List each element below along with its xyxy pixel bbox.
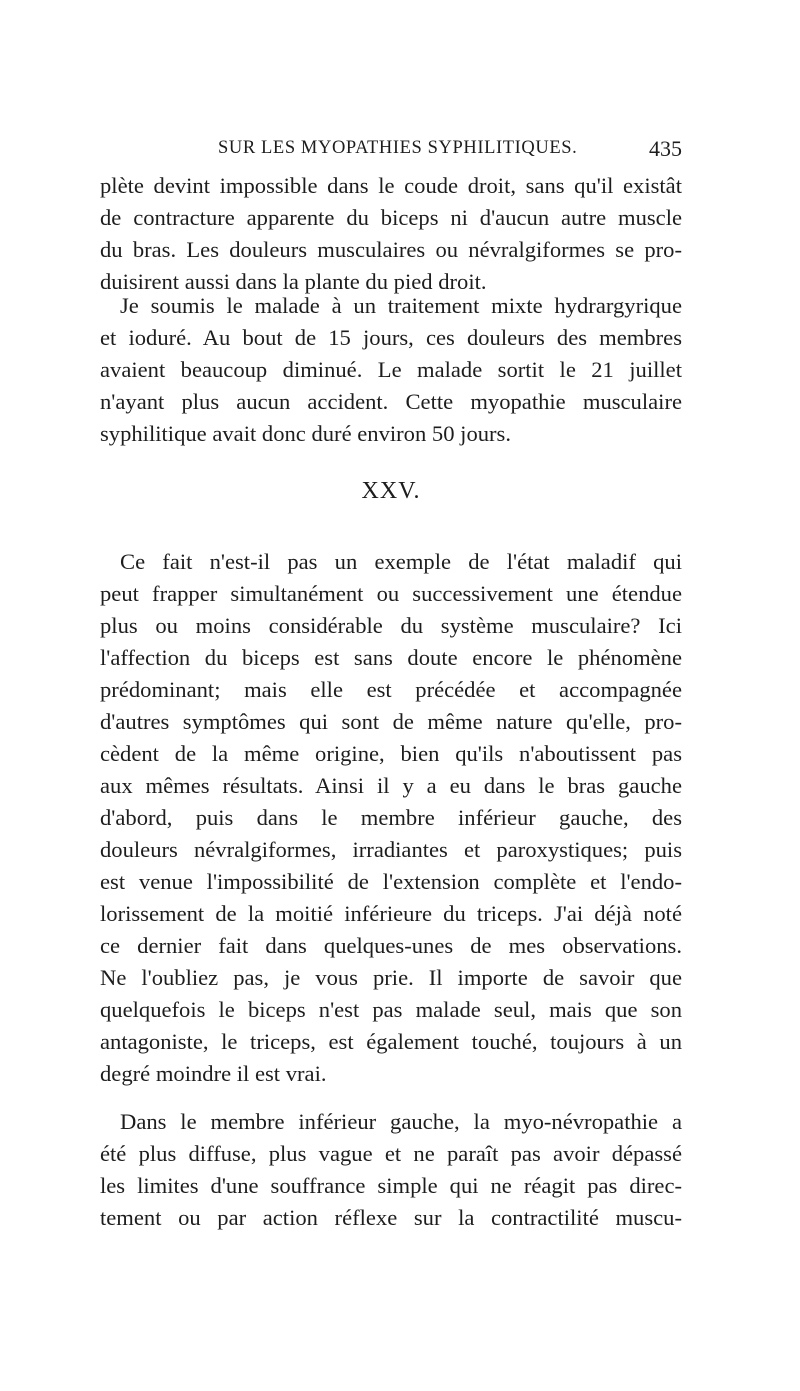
text-line: douleurs névralgiformes, irradiantes et paroxystiques; puis [100, 837, 682, 862]
text-line: n'ayant plus aucun accident. Cette myopathie musculaire [100, 389, 682, 414]
text-line: quelquefois le biceps n'est pas malade seul, mais que son [100, 997, 682, 1022]
page-number: 435 [649, 136, 682, 161]
page-header [100, 138, 682, 168]
paragraph-2 [100, 290, 682, 450]
text-line: prédominant; mais elle est précédée et accompagnée [100, 677, 682, 702]
text-line: plus ou moins considérable du système musculaire? Ici [100, 613, 682, 638]
text-line: Je soumis le malade à un traitement mixte hydrargyrique [120, 293, 682, 318]
text-line: ce dernier fait dans quelques-unes de mes observations. [100, 933, 682, 958]
text-line: aux mêmes résultats. Ainsi il y a eu dans le bras gauche [100, 773, 682, 798]
text-line: de contracture apparente du biceps ni d'aucun autre muscle [100, 205, 682, 230]
paragraph-4 [100, 1106, 682, 1234]
text-line: plète devint impossible dans le coude droit, sans qu'il existât [100, 173, 682, 198]
text-line: Ce fait n'est-il pas un exemple de l'état maladif qui [120, 549, 682, 574]
text-line: syphilitique avait donc duré environ 50 jours. [100, 421, 512, 446]
section-heading: XXV. [361, 478, 421, 504]
text-line: Ne l'oubliez pas, je vous prie. Il importe de savoir que [100, 965, 682, 990]
text-line: tement ou par action réflexe sur la contractilité muscu- [100, 1205, 682, 1230]
text-line: lorissement de la moitié inférieure du triceps. J'ai déjà noté [100, 901, 682, 926]
text-line: l'affection du biceps est sans doute encore le phénomène [100, 645, 682, 670]
text-line: duisirent aussi dans la plante du pied droit. [100, 269, 487, 294]
text-line: les limites d'une souffrance simple qui ne réagit pas direc- [100, 1173, 682, 1198]
paragraph-3 [100, 546, 682, 1090]
running-title: SUR LES MYOPATHIES SYPHILITIQUES. [218, 138, 578, 158]
text-line: cèdent de la même origine, bien qu'ils n'aboutissent pas [100, 741, 682, 766]
text-line: peut frapper simultanément ou successivement une étendue [100, 581, 682, 606]
text-line: degré moindre il est vrai. [100, 1061, 327, 1086]
text-line: d'abord, puis dans le membre inférieur gauche, des [100, 805, 682, 830]
text-line: été plus diffuse, plus vague et ne paraît pas avoir dépassé [100, 1141, 682, 1166]
text-line: antagoniste, le triceps, est également touché, toujours à un [100, 1029, 682, 1054]
paragraph-1 [100, 170, 682, 298]
text-line: Dans le membre inférieur gauche, la myo-névropathie a [120, 1109, 682, 1134]
text-line: d'autres symptômes qui sont de même nature qu'elle, pro- [100, 709, 682, 734]
text-line: et ioduré. Au bout de 15 jours, ces douleurs des membres [100, 325, 682, 350]
text-line: est venue l'impossibilité de l'extension complète et l'endo- [100, 869, 682, 894]
text-line: avaient beaucoup diminué. Le malade sortit le 21 juillet [100, 357, 682, 382]
text-line: du bras. Les douleurs musculaires ou névralgiformes se pro- [100, 237, 682, 262]
